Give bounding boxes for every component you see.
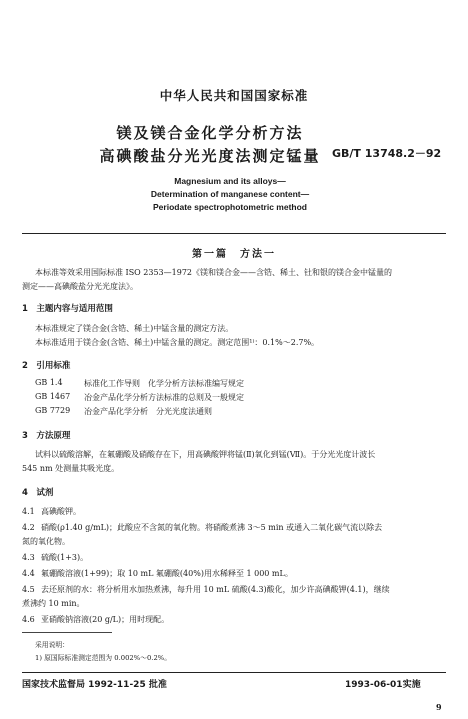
implementation-date: 1993-06-01实施 xyxy=(345,680,421,690)
title-en-line2: Determination of manganese content— xyxy=(150,189,310,199)
standard-number: GB/T 13748.2－92 xyxy=(332,147,442,160)
reagent-text: 硝酸(ρ1.40 g/mL)；此酸应不含氮的氧化物。将硝酸煮沸 3～5 min 或通入二氧化碳气流以除去 xyxy=(41,523,383,532)
reagent-number: 4.6 xyxy=(22,615,35,624)
reagent-number: 4.2 xyxy=(22,523,35,532)
reagent-text-cont: 氮的氧化物。 xyxy=(22,537,70,546)
reagent-text: 去还原剂的水：将分析用水加热煮沸，每升用 10 mL 硫酸(4.3)酸化，加少许高碘酸钾(4.1)，继续 xyxy=(41,585,390,594)
footer-divider xyxy=(22,672,446,673)
part-title: 第一篇 方法一 xyxy=(192,249,276,260)
page-number: 9 xyxy=(436,702,442,712)
title-cn-line2: 高碘酸盐分光光度法测定锰量 xyxy=(99,147,321,165)
intro-line1: 本标准等效采用国际标准 ISO 2353—1972《镁和镁合金——含锆、稀土、钍和银的镁合金中锰量的 xyxy=(35,268,393,277)
reagent-text-cont: 煮沸约 10 min。 xyxy=(22,599,85,608)
reference-title: 标准化工作导则 化学分析方法标准编写规定 xyxy=(84,379,244,388)
title-cn-line1: 镁及镁合金化学分析方法 xyxy=(116,124,304,142)
reagent-number: 4.5 xyxy=(22,585,35,594)
section-3-line2: 545 nm 处测量其吸光度。 xyxy=(22,464,120,473)
section-1-title: 1 主题内容与适用范围 xyxy=(22,304,113,314)
title-en-line3: Periodate spectrophotometric method xyxy=(153,202,307,212)
section-1-line2: 本标准适用于镁合金(含锆、稀土)中锰含量的测定。测定范围¹⁾：0.1%～2.7%。 xyxy=(35,338,320,347)
reagent-number: 4.3 xyxy=(22,553,35,562)
reagent-number: 4.4 xyxy=(22,569,35,578)
reagent-number: 4.1 xyxy=(22,507,35,516)
title-en-line1: Magnesium and its alloys— xyxy=(174,176,286,186)
approval-date: 国家技术监督局 1992-11-25 批准 xyxy=(22,680,167,690)
reference-title: 冶金产品化学分析方法标准的总则及一般规定 xyxy=(84,393,244,402)
reference-code: GB 1467 xyxy=(35,392,71,401)
reference-code: GB 7729 xyxy=(35,406,71,415)
reagent-text: 氟硼酸溶液(1+99)；取 10 mL 氟硼酸(40%)用水稀释至 1 000 mL。 xyxy=(41,569,293,578)
section-3-line1: 试料以硫酸溶解，在氟硼酸及硝酸存在下，用高碘酸钾将锰(Ⅱ)氧化到锰(Ⅶ)。于分光光度计波长 xyxy=(35,450,376,459)
header-divider xyxy=(22,233,446,234)
reagent-text: 硫酸(1+3)。 xyxy=(41,553,89,562)
section-4-title: 4 试剂 xyxy=(22,488,54,498)
section-3-title: 3 方法原理 xyxy=(22,431,71,441)
footnote-divider xyxy=(22,632,112,633)
standard-type-heading: 中华人民共和国国家标准 xyxy=(159,88,309,103)
reagent-text: 高碘酸钾。 xyxy=(41,507,81,516)
footnote-text: 1) 原国际标准测定范围为 0.002%～0.2%。 xyxy=(35,654,172,662)
reference-code: GB 1.4 xyxy=(35,378,63,387)
reference-title: 冶金产品化学分析 分光光度法通则 xyxy=(84,407,212,416)
footnote-label: 采用说明： xyxy=(35,641,69,649)
reagent-text: 亚硝酸钠溶液(20 g/L)；用时现配。 xyxy=(41,615,170,624)
intro-line2: 测定——高碘酸盐分光光度法》。 xyxy=(22,282,138,291)
section-2-title: 2 引用标准 xyxy=(22,361,71,371)
section-1-line1: 本标准规定了镁合金(含锆、稀土)中锰含量的测定方法。 xyxy=(35,324,234,333)
